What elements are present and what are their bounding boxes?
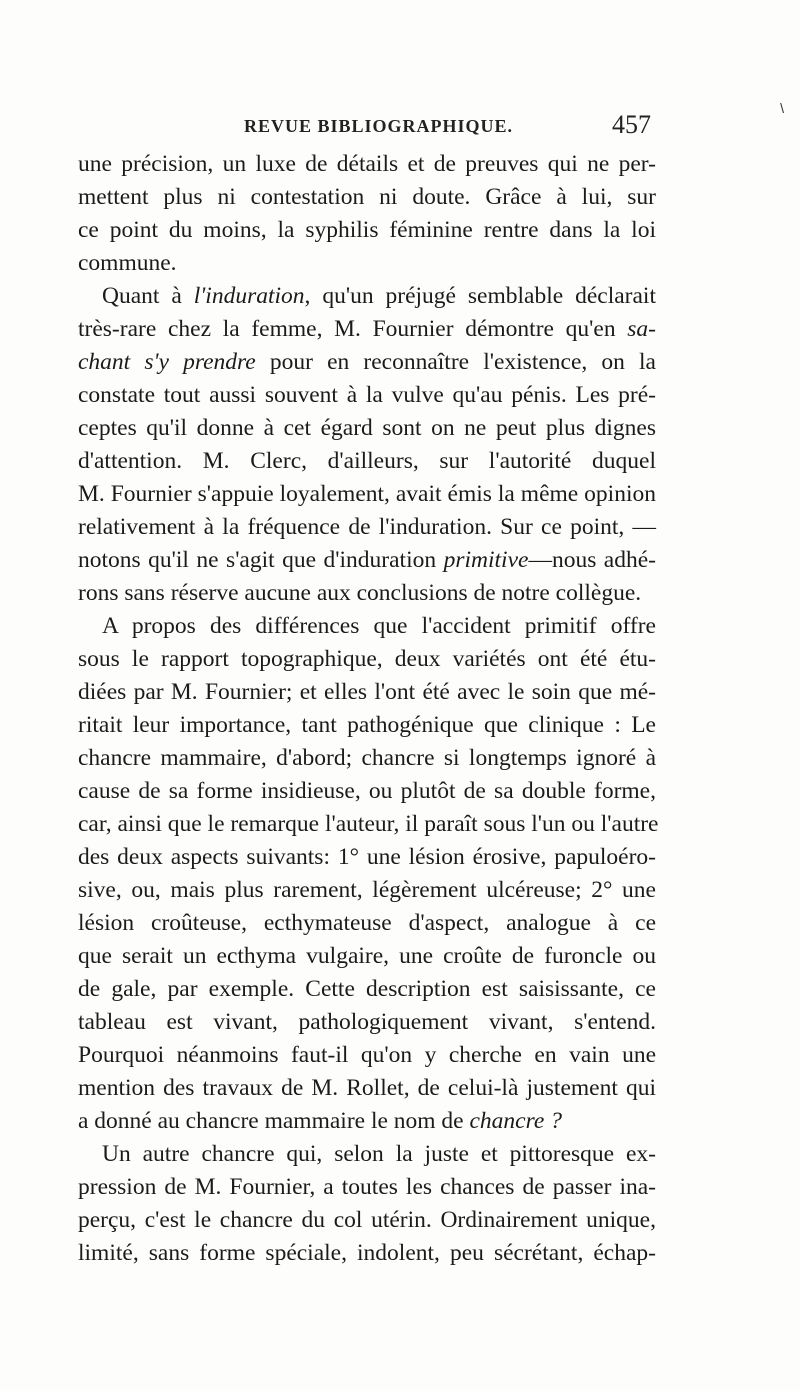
italic-phrase: primitive [443, 547, 529, 573]
text-line [78, 874, 656, 907]
text-line [78, 907, 656, 940]
text-line [78, 511, 656, 544]
text-line [78, 577, 656, 610]
text-line [78, 247, 656, 280]
italic-phrase: l'induration [193, 283, 305, 309]
text-segment: de gale, par exemple. Cette description est saisissante, ce [78, 976, 656, 1002]
text-segment: pression de M. Fournier, a toutes les chances de passer ina- [78, 1174, 656, 1200]
text-line [78, 1171, 656, 1204]
text-segment: notons qu'il ne s'agit que d'induration [78, 547, 444, 573]
text-segment: sous le rapport topographique, deux variétés ont été étu- [78, 646, 656, 672]
margin-mark: \ [780, 100, 784, 116]
text-segment: ce point du moins, la syphilis féminine rentre dans la loi [78, 217, 656, 243]
running-header [0, 110, 800, 146]
text-line [78, 1237, 656, 1270]
italic-phrase: sa- [627, 316, 656, 342]
text-segment: Pourquoi néanmoins faut-il qu'on y cherche en vain une [78, 1042, 656, 1068]
text-line [78, 1006, 656, 1039]
text-line [78, 709, 656, 742]
text-segment: mettent plus ni contestation ni doute. Grâce à lui, sur [78, 184, 656, 210]
body-text [78, 148, 659, 1270]
text-line [78, 1204, 656, 1237]
text-segment: mention des travaux de M. Rollet, de celui-là justement qui [78, 1075, 656, 1101]
text-line [78, 544, 656, 577]
text-line [78, 379, 656, 412]
italic-phrase: chancre ? [469, 1108, 562, 1134]
text-segment: une précision, un luxe de détails et de preuves qui ne per- [78, 151, 656, 177]
text-line [78, 775, 656, 808]
text-line [78, 478, 656, 511]
running-title: REVUE BIBLIOGRAPHIQUE. [244, 116, 514, 136]
text-segment: que serait un ecthyma vulgaire, une croûte de furoncle ou [78, 943, 656, 969]
text-segment: des deux aspects suivants: 1° une lésion érosive, papuloéro- [78, 844, 656, 870]
text-segment: Un autre chancre qui, selon la juste et pittoresque ex- [102, 1141, 656, 1167]
text-segment: , qu'un préjugé semblable déclarait [304, 283, 656, 309]
text-segment: relativement à la fréquence de l'induration. Sur ce point, — [78, 514, 656, 540]
text-line [78, 973, 656, 1006]
text-segment: très-rare chez la femme, M. Fournier démontre qu'en [78, 316, 628, 342]
text-segment: ritait leur importance, tant pathogénique que clinique : Le [78, 712, 656, 738]
text-line [78, 346, 656, 379]
text-segment: perçu, c'est le chancre du col utérin. Ordinairement unique, [78, 1207, 656, 1233]
text-segment: a donné au chancre mammaire le nom de [78, 1108, 470, 1134]
page-number: 457 [612, 110, 651, 139]
text-segment: constate tout aussi souvent à la vulve qu'au pénis. Les pré- [78, 382, 656, 408]
text-line [78, 643, 656, 676]
text-segment: rons sans réserve aucune aux conclusions de notre collègue. [78, 580, 642, 606]
text-line [78, 412, 656, 445]
text-line [78, 808, 659, 841]
text-line [78, 181, 656, 214]
text-segment: A propos des différences que l'accident primitif offre [102, 613, 656, 639]
text-line [78, 445, 656, 478]
text-segment: chancre mammaire, d'abord; chancre si longtemps ignoré à [78, 745, 656, 771]
text-line [78, 676, 656, 709]
text-line [78, 940, 656, 973]
text-line [78, 1072, 656, 1105]
text-line [78, 148, 656, 181]
text-segment: Quant à [102, 283, 194, 309]
text-line [78, 841, 656, 874]
text-line [78, 1039, 656, 1072]
text-segment: car, ainsi que le remarque l'auteur, il paraît sous l'un ou l'autre [78, 811, 659, 837]
text-segment: limité, sans forme spéciale, indolent, peu sécrétant, échap- [78, 1240, 656, 1266]
text-line [78, 742, 656, 775]
text-line [78, 313, 656, 346]
text-line [78, 214, 656, 247]
text-segment: sive, ou, mais plus rarement, légèrement ulcéreuse; 2° une [78, 877, 656, 903]
text-segment: —nous adhé- [528, 547, 656, 573]
text-segment: tableau est vivant, pathologiquement vivant, s'entend. [78, 1009, 656, 1035]
text-line [78, 1138, 656, 1171]
text-segment: commune. [78, 250, 177, 276]
text-line [78, 610, 656, 643]
text-segment: pour en reconnaître l'existence, on la [255, 349, 656, 375]
text-segment: ceptes qu'il donne à cet égard sont on ne peut plus dignes [78, 415, 656, 441]
text-segment: d'attention. M. Clerc, d'ailleurs, sur l'autorité duquel [78, 448, 656, 474]
text-segment: lésion croûteuse, ecthymateuse d'aspect, analogue à ce [78, 910, 656, 936]
text-segment: M. Fournier s'appuie loyalement, avait émis la même opinion [78, 481, 656, 507]
text-line [78, 1105, 656, 1138]
text-segment: diées par M. Fournier; et elles l'ont été avec le soin que mé- [78, 679, 656, 705]
text-line [78, 280, 656, 313]
text-segment: cause de sa forme insidieuse, ou plutôt de sa double forme, [78, 778, 656, 804]
italic-phrase: chant s'y prendre [78, 349, 256, 375]
